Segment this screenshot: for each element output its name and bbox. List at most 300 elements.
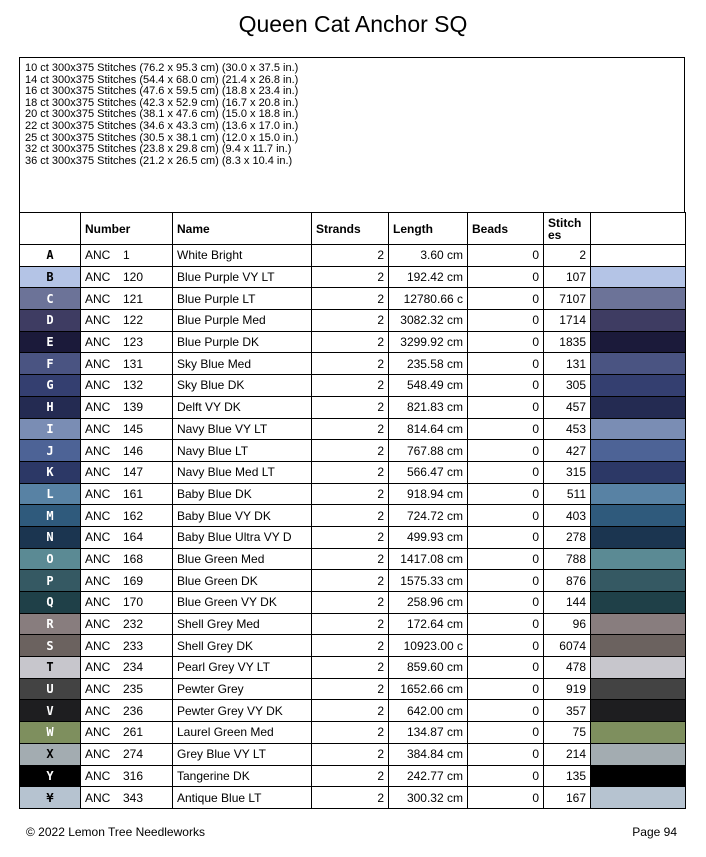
stitches-cell: 144 bbox=[544, 592, 591, 614]
length-cell: 10923.00 c bbox=[389, 635, 468, 657]
stitches-cell: 1714 bbox=[544, 310, 591, 332]
strands-cell: 2 bbox=[312, 635, 389, 657]
name-cell: Navy Blue LT bbox=[173, 440, 312, 462]
symbol-cell: M bbox=[20, 505, 81, 527]
color-swatch bbox=[591, 461, 686, 483]
symbol-cell: C bbox=[20, 288, 81, 310]
number-cell bbox=[81, 483, 173, 505]
length-cell: 821.83 cm bbox=[389, 396, 468, 418]
strands-cell: 2 bbox=[312, 765, 389, 787]
name-cell: Antique Blue LT bbox=[173, 787, 312, 809]
name-cell: White Bright bbox=[173, 245, 312, 267]
beads-cell: 0 bbox=[468, 266, 544, 288]
beads-cell: 0 bbox=[468, 592, 544, 614]
brand-label: ANC bbox=[85, 703, 111, 718]
name-cell: Pearl Grey VY LT bbox=[173, 657, 312, 679]
number-cell bbox=[81, 570, 173, 592]
fabric-size-line: 16 ct 300x375 Stitches (47.6 x 59.5 cm) (18.8 x 23.4 in.) bbox=[25, 85, 299, 98]
color-swatch bbox=[591, 635, 686, 657]
table-row bbox=[20, 678, 686, 700]
color-swatch bbox=[591, 266, 686, 288]
symbol-cell: B bbox=[20, 266, 81, 288]
brand-label: ANC bbox=[85, 421, 111, 436]
stitches-cell: 1835 bbox=[544, 331, 591, 353]
number-cell bbox=[81, 787, 173, 809]
strands-cell: 2 bbox=[312, 418, 389, 440]
table-row bbox=[20, 418, 686, 440]
stitches-cell: 2 bbox=[544, 245, 591, 267]
strands-cell: 2 bbox=[312, 310, 389, 332]
number-cell bbox=[81, 743, 173, 765]
brand-label: ANC bbox=[85, 573, 111, 588]
symbol-cell: K bbox=[20, 461, 81, 483]
table-row bbox=[20, 396, 686, 418]
name-cell: Baby Blue VY DK bbox=[173, 505, 312, 527]
name-cell: Pewter Grey VY DK bbox=[173, 700, 312, 722]
color-swatch bbox=[591, 613, 686, 635]
symbol-cell: A bbox=[20, 245, 81, 267]
number-cell bbox=[81, 505, 173, 527]
table-row bbox=[20, 375, 686, 397]
strands-cell: 2 bbox=[312, 657, 389, 679]
beads-cell: 0 bbox=[468, 743, 544, 765]
symbol-cell: E bbox=[20, 331, 81, 353]
header-swatch bbox=[591, 213, 686, 245]
brand-label: ANC bbox=[85, 335, 111, 350]
table-row bbox=[20, 592, 686, 614]
header-length: Length bbox=[389, 213, 468, 245]
stitches-cell: 131 bbox=[544, 353, 591, 375]
name-cell: Pewter Grey bbox=[173, 678, 312, 700]
stitches-cell: 96 bbox=[544, 613, 591, 635]
length-cell: 566.47 cm bbox=[389, 461, 468, 483]
number-cell bbox=[81, 592, 173, 614]
header-symbol bbox=[20, 213, 81, 245]
floss-code: 274 bbox=[123, 747, 144, 762]
strands-cell: 2 bbox=[312, 722, 389, 744]
table-row bbox=[20, 765, 686, 787]
name-cell: Laurel Green Med bbox=[173, 722, 312, 744]
brand-label: ANC bbox=[85, 313, 111, 328]
beads-cell: 0 bbox=[468, 787, 544, 809]
page-title: Queen Cat Anchor SQ bbox=[238, 11, 468, 37]
floss-code: 232 bbox=[123, 617, 144, 632]
color-swatch bbox=[591, 288, 686, 310]
stitches-cell: 478 bbox=[544, 657, 591, 679]
symbol-cell: P bbox=[20, 570, 81, 592]
table-row bbox=[20, 657, 686, 679]
name-cell: Blue Green VY DK bbox=[173, 592, 312, 614]
floss-code: 168 bbox=[123, 551, 144, 566]
floss-code: 164 bbox=[123, 530, 144, 545]
strands-cell: 2 bbox=[312, 613, 389, 635]
stitches-cell: 214 bbox=[544, 743, 591, 765]
beads-cell: 0 bbox=[468, 700, 544, 722]
brand-label: ANC bbox=[85, 725, 111, 740]
name-cell: Navy Blue Med LT bbox=[173, 461, 312, 483]
beads-cell: 0 bbox=[468, 526, 544, 548]
brand-label: ANC bbox=[85, 660, 111, 675]
length-cell: 918.94 cm bbox=[389, 483, 468, 505]
brand-label: ANC bbox=[85, 378, 111, 393]
floss-code: 161 bbox=[123, 486, 144, 501]
table-row bbox=[20, 483, 686, 505]
stitches-cell: 403 bbox=[544, 505, 591, 527]
symbol-cell: ¥ bbox=[20, 787, 81, 809]
strands-cell: 2 bbox=[312, 483, 389, 505]
length-cell: 642.00 cm bbox=[389, 700, 468, 722]
length-cell: 859.60 cm bbox=[389, 657, 468, 679]
color-swatch bbox=[591, 787, 686, 809]
color-swatch bbox=[591, 548, 686, 570]
color-swatch bbox=[591, 722, 686, 744]
number-cell bbox=[81, 700, 173, 722]
length-cell: 300.32 cm bbox=[389, 787, 468, 809]
beads-cell: 0 bbox=[468, 613, 544, 635]
fabric-size-line: 18 ct 300x375 Stitches (42.3 x 52.9 cm) (16.7 x 20.8 in.) bbox=[25, 96, 299, 109]
brand-label: ANC bbox=[85, 747, 111, 762]
strands-cell: 2 bbox=[312, 570, 389, 592]
stitches-cell: 75 bbox=[544, 722, 591, 744]
table-row bbox=[20, 505, 686, 527]
stitches-cell: 7107 bbox=[544, 288, 591, 310]
stitches-cell: 788 bbox=[544, 548, 591, 570]
length-cell: 3299.92 cm bbox=[389, 331, 468, 353]
number-cell bbox=[81, 266, 173, 288]
number-cell bbox=[81, 245, 173, 267]
beads-cell: 0 bbox=[468, 483, 544, 505]
length-cell: 235.58 cm bbox=[389, 353, 468, 375]
stitches-cell: 305 bbox=[544, 375, 591, 397]
name-cell: Shell Grey Med bbox=[173, 613, 312, 635]
brand-label: ANC bbox=[85, 356, 111, 371]
color-swatch bbox=[591, 700, 686, 722]
beads-cell: 0 bbox=[468, 245, 544, 267]
number-cell bbox=[81, 722, 173, 744]
header-name: Name bbox=[173, 213, 312, 245]
symbol-cell: I bbox=[20, 418, 81, 440]
brand-label: ANC bbox=[85, 443, 111, 458]
strands-cell: 2 bbox=[312, 461, 389, 483]
table-row bbox=[20, 310, 686, 332]
brand-label: ANC bbox=[85, 486, 111, 501]
table-row bbox=[20, 288, 686, 310]
floss-code: 139 bbox=[123, 400, 144, 415]
name-cell: Grey Blue VY LT bbox=[173, 743, 312, 765]
color-swatch bbox=[591, 592, 686, 614]
stitches-cell: 167 bbox=[544, 787, 591, 809]
beads-cell: 0 bbox=[468, 722, 544, 744]
floss-code: 145 bbox=[123, 421, 144, 436]
beads-cell: 0 bbox=[468, 765, 544, 787]
table-row bbox=[20, 245, 686, 267]
floss-code: 234 bbox=[123, 660, 144, 675]
strands-cell: 2 bbox=[312, 353, 389, 375]
color-swatch bbox=[591, 418, 686, 440]
number-cell bbox=[81, 418, 173, 440]
symbol-cell: R bbox=[20, 613, 81, 635]
name-cell: Sky Blue DK bbox=[173, 375, 312, 397]
name-cell: Blue Purple Med bbox=[173, 310, 312, 332]
brand-label: ANC bbox=[85, 508, 111, 523]
name-cell: Sky Blue Med bbox=[173, 353, 312, 375]
beads-cell: 0 bbox=[468, 570, 544, 592]
length-cell: 548.49 cm bbox=[389, 375, 468, 397]
color-swatch bbox=[591, 245, 686, 267]
number-cell bbox=[81, 678, 173, 700]
beads-cell: 0 bbox=[468, 331, 544, 353]
name-cell: Blue Green DK bbox=[173, 570, 312, 592]
strands-cell: 2 bbox=[312, 245, 389, 267]
floss-code: 162 bbox=[123, 508, 144, 523]
floss-code: 146 bbox=[123, 443, 144, 458]
length-cell: 242.77 cm bbox=[389, 765, 468, 787]
table-row bbox=[20, 461, 686, 483]
brand-label: ANC bbox=[85, 790, 111, 805]
symbol-cell: N bbox=[20, 526, 81, 548]
number-cell bbox=[81, 635, 173, 657]
number-cell bbox=[81, 613, 173, 635]
fabric-size-line: 14 ct 300x375 Stitches (54.4 x 68.0 cm) (21.4 x 26.8 in.) bbox=[25, 73, 299, 86]
brand-label: ANC bbox=[85, 768, 111, 783]
table-row bbox=[20, 743, 686, 765]
symbol-cell: X bbox=[20, 743, 81, 765]
header-beads: Beads bbox=[468, 213, 544, 245]
stitches-cell: 511 bbox=[544, 483, 591, 505]
number-cell bbox=[81, 548, 173, 570]
table-row bbox=[20, 635, 686, 657]
number-cell bbox=[81, 353, 173, 375]
table-row bbox=[20, 440, 686, 462]
color-swatch bbox=[591, 375, 686, 397]
strands-cell: 2 bbox=[312, 700, 389, 722]
color-swatch bbox=[591, 570, 686, 592]
length-cell: 767.88 cm bbox=[389, 440, 468, 462]
brand-label: ANC bbox=[85, 400, 111, 415]
table-header-row bbox=[20, 213, 686, 245]
strands-cell: 2 bbox=[312, 548, 389, 570]
strands-cell: 2 bbox=[312, 787, 389, 809]
color-swatch bbox=[591, 353, 686, 375]
stitches-cell: 315 bbox=[544, 461, 591, 483]
number-cell bbox=[81, 331, 173, 353]
fabric-size-line: 36 ct 300x375 Stitches (21.2 x 26.5 cm) (8.3 x 10.4 in.) bbox=[25, 154, 293, 167]
brand-label: ANC bbox=[85, 682, 111, 697]
beads-cell: 0 bbox=[468, 310, 544, 332]
strands-cell: 2 bbox=[312, 396, 389, 418]
color-swatch bbox=[591, 483, 686, 505]
name-cell: Blue Purple VY LT bbox=[173, 266, 312, 288]
floss-code: 121 bbox=[123, 291, 144, 306]
header-strands: Strands bbox=[312, 213, 389, 245]
symbol-cell: S bbox=[20, 635, 81, 657]
name-cell: Baby Blue DK bbox=[173, 483, 312, 505]
floss-code: 236 bbox=[123, 703, 144, 718]
beads-cell: 0 bbox=[468, 440, 544, 462]
strands-cell: 2 bbox=[312, 526, 389, 548]
floss-code: 343 bbox=[123, 790, 144, 805]
symbol-cell: J bbox=[20, 440, 81, 462]
beads-cell: 0 bbox=[468, 396, 544, 418]
floss-code: 233 bbox=[123, 638, 144, 653]
symbol-cell: U bbox=[20, 678, 81, 700]
table-row bbox=[20, 700, 686, 722]
name-cell: Delft VY DK bbox=[173, 396, 312, 418]
floss-code: 131 bbox=[123, 356, 144, 371]
color-swatch bbox=[591, 678, 686, 700]
beads-cell: 0 bbox=[468, 678, 544, 700]
symbol-cell: Q bbox=[20, 592, 81, 614]
name-cell: Blue Purple DK bbox=[173, 331, 312, 353]
header-stitches: Stitch es bbox=[544, 213, 591, 245]
symbol-cell: H bbox=[20, 396, 81, 418]
color-swatch bbox=[591, 396, 686, 418]
length-cell: 384.84 cm bbox=[389, 743, 468, 765]
fabric-size-line: 10 ct 300x375 Stitches (76.2 x 95.3 cm) (30.0 x 37.5 in.) bbox=[25, 62, 299, 74]
fabric-size-line: 25 ct 300x375 Stitches (30.5 x 38.1 cm) (12.0 x 15.0 in.) bbox=[25, 131, 299, 144]
color-swatch bbox=[591, 743, 686, 765]
table-row bbox=[20, 353, 686, 375]
beads-cell: 0 bbox=[468, 375, 544, 397]
stitches-cell: 278 bbox=[544, 526, 591, 548]
header-number: Number bbox=[81, 213, 173, 245]
floss-code: 120 bbox=[123, 270, 144, 285]
symbol-cell: V bbox=[20, 700, 81, 722]
brand-label: ANC bbox=[85, 530, 111, 545]
stitches-cell: 453 bbox=[544, 418, 591, 440]
length-cell: 499.93 cm bbox=[389, 526, 468, 548]
length-cell: 3.60 cm bbox=[389, 245, 468, 267]
name-cell: Tangerine DK bbox=[173, 765, 312, 787]
number-cell bbox=[81, 657, 173, 679]
length-cell: 814.64 cm bbox=[389, 418, 468, 440]
name-cell: Blue Purple LT bbox=[173, 288, 312, 310]
length-cell: 172.64 cm bbox=[389, 613, 468, 635]
symbol-cell: T bbox=[20, 657, 81, 679]
name-cell: Blue Green Med bbox=[173, 548, 312, 570]
color-swatch bbox=[591, 526, 686, 548]
table-row bbox=[20, 331, 686, 353]
length-cell: 1575.33 cm bbox=[389, 570, 468, 592]
length-cell: 12780.66 c bbox=[389, 288, 468, 310]
strands-cell: 2 bbox=[312, 375, 389, 397]
stitches-cell: 135 bbox=[544, 765, 591, 787]
fabric-sizes-box bbox=[19, 57, 685, 213]
page-number: Page 94 bbox=[632, 825, 677, 839]
strands-cell: 2 bbox=[312, 288, 389, 310]
strands-cell: 2 bbox=[312, 266, 389, 288]
table-row bbox=[20, 526, 686, 548]
number-cell bbox=[81, 765, 173, 787]
strands-cell: 2 bbox=[312, 331, 389, 353]
table-row bbox=[20, 266, 686, 288]
strands-cell: 2 bbox=[312, 440, 389, 462]
color-swatch bbox=[591, 657, 686, 679]
brand-label: ANC bbox=[85, 465, 111, 480]
symbol-cell: F bbox=[20, 353, 81, 375]
table-row bbox=[20, 548, 686, 570]
symbol-cell: L bbox=[20, 483, 81, 505]
beads-cell: 0 bbox=[468, 418, 544, 440]
stitches-cell: 357 bbox=[544, 700, 591, 722]
floss-code: 123 bbox=[123, 335, 144, 350]
floss-code: 261 bbox=[123, 725, 144, 740]
color-swatch bbox=[591, 505, 686, 527]
length-cell: 1652.66 cm bbox=[389, 678, 468, 700]
beads-cell: 0 bbox=[468, 288, 544, 310]
stitches-cell: 919 bbox=[544, 678, 591, 700]
color-swatch bbox=[591, 310, 686, 332]
floss-code: 170 bbox=[123, 595, 144, 610]
brand-label: ANC bbox=[85, 595, 111, 610]
floss-code: 122 bbox=[123, 313, 144, 328]
number-cell bbox=[81, 461, 173, 483]
number-cell bbox=[81, 375, 173, 397]
number-cell bbox=[81, 288, 173, 310]
name-cell: Navy Blue VY LT bbox=[173, 418, 312, 440]
floss-code: 235 bbox=[123, 682, 144, 697]
strands-cell: 2 bbox=[312, 505, 389, 527]
fabric-size-line: 22 ct 300x375 Stitches (34.6 x 43.3 cm) (13.6 x 17.0 in.) bbox=[25, 119, 299, 132]
stitches-cell: 6074 bbox=[544, 635, 591, 657]
table-row bbox=[20, 613, 686, 635]
length-cell: 3082.32 cm bbox=[389, 310, 468, 332]
table-row bbox=[20, 722, 686, 744]
brand-label: ANC bbox=[85, 617, 111, 632]
stitches-cell: 876 bbox=[544, 570, 591, 592]
floss-code: 147 bbox=[123, 465, 144, 480]
brand-label: ANC bbox=[85, 291, 111, 306]
number-cell bbox=[81, 396, 173, 418]
floss-code: 169 bbox=[123, 573, 144, 588]
brand-label: ANC bbox=[85, 638, 111, 653]
fabric-size-line: 20 ct 300x375 Stitches (38.1 x 47.6 cm) (15.0 x 18.8 in.) bbox=[25, 108, 299, 121]
color-swatch bbox=[591, 331, 686, 353]
beads-cell: 0 bbox=[468, 635, 544, 657]
strands-cell: 2 bbox=[312, 678, 389, 700]
stitches-cell: 457 bbox=[544, 396, 591, 418]
name-cell: Shell Grey DK bbox=[173, 635, 312, 657]
stitches-cell: 107 bbox=[544, 266, 591, 288]
length-cell: 258.96 cm bbox=[389, 592, 468, 614]
floss-table bbox=[19, 212, 686, 809]
beads-cell: 0 bbox=[468, 353, 544, 375]
length-cell: 134.87 cm bbox=[389, 722, 468, 744]
strands-cell: 2 bbox=[312, 592, 389, 614]
copyright-text: © 2022 Lemon Tree Needleworks bbox=[26, 825, 205, 839]
fabric-size-line: 32 ct 300x375 Stitches (23.8 x 29.8 cm) (9.4 x 11.7 in.) bbox=[25, 143, 292, 156]
symbol-cell: Y bbox=[20, 765, 81, 787]
table-row bbox=[20, 787, 686, 809]
table-row bbox=[20, 570, 686, 592]
number-cell bbox=[81, 440, 173, 462]
floss-code: 132 bbox=[123, 378, 144, 393]
name-cell: Baby Blue Ultra VY D bbox=[173, 526, 312, 548]
symbol-cell: G bbox=[20, 375, 81, 397]
brand-label: ANC bbox=[85, 248, 111, 263]
length-cell: 724.72 cm bbox=[389, 505, 468, 527]
color-swatch bbox=[591, 765, 686, 787]
stitches-cell: 427 bbox=[544, 440, 591, 462]
beads-cell: 0 bbox=[468, 657, 544, 679]
color-swatch bbox=[591, 440, 686, 462]
beads-cell: 0 bbox=[468, 461, 544, 483]
floss-code: 1 bbox=[123, 248, 130, 263]
symbol-cell: O bbox=[20, 548, 81, 570]
beads-cell: 0 bbox=[468, 548, 544, 570]
length-cell: 192.42 cm bbox=[389, 266, 468, 288]
brand-label: ANC bbox=[85, 270, 111, 285]
